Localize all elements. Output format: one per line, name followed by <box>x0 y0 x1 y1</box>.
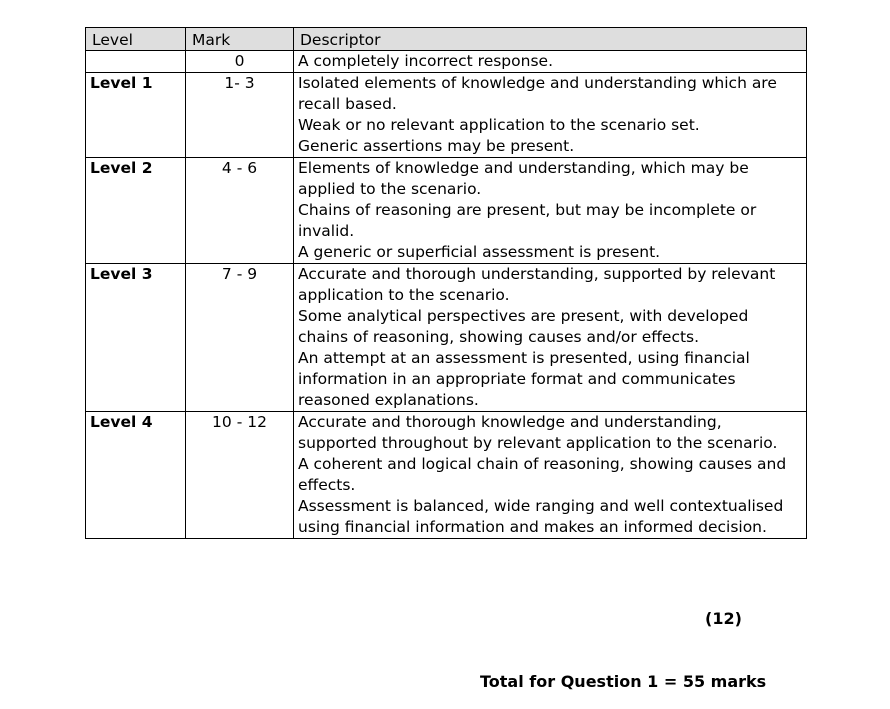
descriptor-line: Elements of knowledge and understanding, which may be applied to the scenario. <box>298 159 749 198</box>
descriptor-line: Some analytical perspectives are present, with developed chains of reasoning, showing causes and/or effects. <box>298 307 749 346</box>
descriptor-cell <box>294 51 807 73</box>
descriptor-line: Chains of reasoning are present, but may be incomplete or invalid. <box>298 201 757 240</box>
mark-cell: 10 - 12 <box>186 412 294 539</box>
mark-cell: 0 <box>186 51 294 73</box>
descriptor-line: A generic or superficial assessment is present. <box>298 243 661 261</box>
question-total: Total for Question 1 = 55 marks <box>480 672 767 691</box>
descriptor-line: Isolated elements of knowledge and understanding which are recall based. <box>298 74 777 113</box>
table-row <box>86 51 807 73</box>
level-cell: Level 1 <box>86 73 186 158</box>
header-descriptor: Descriptor <box>294 28 807 51</box>
mark-scheme-table <box>85 27 807 539</box>
descriptor-line: Accurate and thorough understanding, supported by relevant application to the scenario. <box>298 265 776 304</box>
level-cell: Level 4 <box>86 412 186 539</box>
descriptor-cell <box>294 412 807 539</box>
table-row <box>86 412 807 539</box>
header-level: Level <box>86 28 186 51</box>
marks-total: (12) <box>705 609 742 628</box>
mark-cell: 4 - 6 <box>186 158 294 264</box>
table-row <box>86 158 807 264</box>
descriptor-line: Generic assertions may be present. <box>298 137 575 155</box>
descriptor-line: A completely incorrect response. <box>298 52 553 70</box>
descriptor-cell <box>294 158 807 264</box>
descriptor-line: Assessment is balanced, wide ranging and well contextualised using financial information and makes an informed decision. <box>298 497 784 536</box>
level-cell <box>86 51 186 73</box>
descriptor-cell <box>294 73 807 158</box>
table-header-row <box>86 28 807 51</box>
table-row <box>86 264 807 412</box>
descriptor-line: A coherent and logical chain of reasoning, showing causes and effects. <box>298 455 787 494</box>
header-mark: Mark <box>186 28 294 51</box>
descriptor-line: An attempt at an assessment is presented, using financial information in an appropriate format and communicates reasoned explanations. <box>298 349 750 409</box>
mark-cell: 1- 3 <box>186 73 294 158</box>
level-cell: Level 3 <box>86 264 186 412</box>
descriptor-line: Accurate and thorough knowledge and understanding, supported throughout by relevant application to the scenario. <box>298 413 778 452</box>
descriptor-line: Weak or no relevant application to the scenario set. <box>298 116 700 134</box>
table-row <box>86 73 807 158</box>
descriptor-cell <box>294 264 807 412</box>
mark-cell: 7 - 9 <box>186 264 294 412</box>
level-cell: Level 2 <box>86 158 186 264</box>
